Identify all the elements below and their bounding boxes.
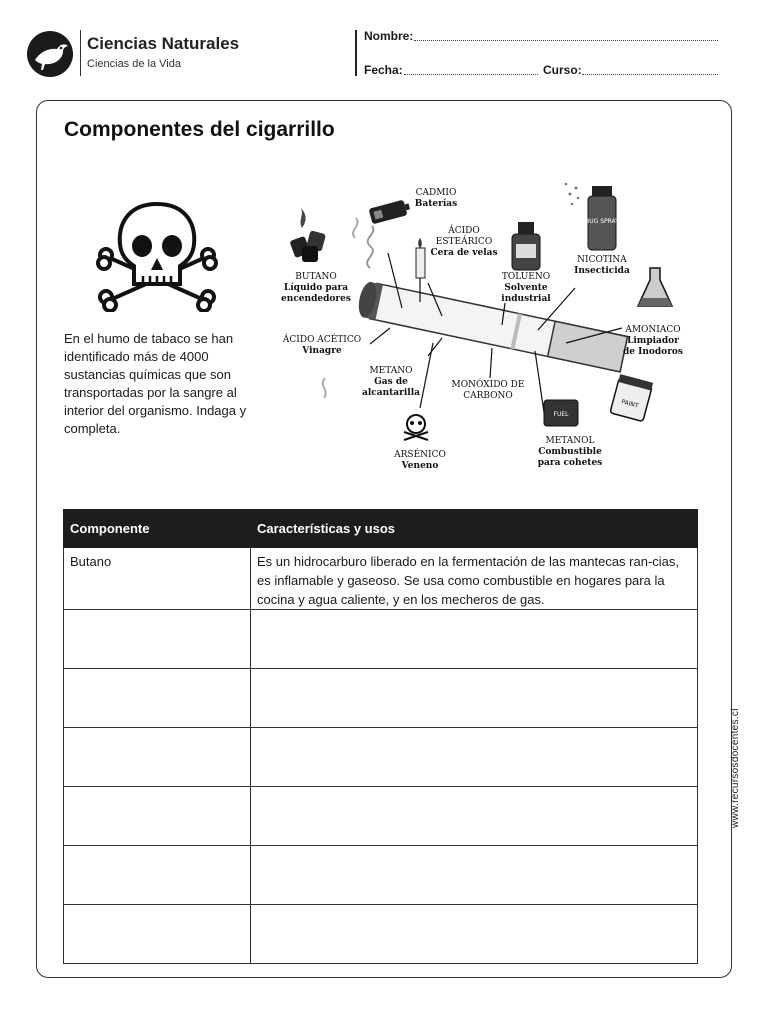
bird-logo-icon <box>26 30 74 78</box>
battery-icon <box>369 199 412 225</box>
table-row <box>64 669 698 728</box>
component-cell[interactable] <box>64 728 251 787</box>
description-cell[interactable] <box>251 728 698 787</box>
component-cell[interactable] <box>64 787 251 846</box>
components-table <box>63 509 698 964</box>
label-nicotina: NICOTINA Insecticida <box>574 255 630 276</box>
description-cell[interactable] <box>251 669 698 728</box>
subject-subtitle: Ciencias de la Vida <box>87 58 181 70</box>
skull-crossbones-icon <box>96 200 218 312</box>
component-cell[interactable] <box>64 846 251 905</box>
label-tolueno: TOLUENO Solvente industrial <box>501 272 551 304</box>
website-credit: www.recursosdocentes.cl <box>730 708 741 828</box>
fuel-label: FUEL <box>553 411 569 418</box>
label-acido-estearico: ÁCIDO ESTEÁRICO Cera de velas <box>430 226 498 258</box>
bug-spray-icon <box>565 183 619 250</box>
curso-label: Curso: <box>543 63 582 77</box>
solvent-bottle-icon <box>512 222 540 270</box>
component-cell[interactable] <box>64 669 251 728</box>
cigarette-diagram <box>280 168 700 478</box>
description-cell: Es un hidrocarburo liberado en la fermentación de las mantecas ran-cias, es inflamable y gaseoso. Se usa como combustible en hogares para la cocina y agua caliente, y en los mecheros de gas. <box>251 548 698 610</box>
header-caracteristicas: Características y usos <box>251 510 698 548</box>
label-amoniaco: AMONIACO Limpiador de Inodoros <box>622 325 684 357</box>
label-butano: BUTANO Líquido para encendedores <box>281 272 351 304</box>
description-cell[interactable] <box>251 610 698 669</box>
fuel-can-icon <box>544 400 578 426</box>
fecha-field[interactable] <box>404 74 538 75</box>
table-row <box>64 610 698 669</box>
description-cell[interactable] <box>251 846 698 905</box>
table-row <box>64 905 698 964</box>
candle-icon <box>416 238 425 278</box>
lighters-icon <box>289 208 326 262</box>
curso-field[interactable] <box>582 74 718 75</box>
component-cell: Butano <box>64 548 251 610</box>
intro-text: En el humo de tabaco se han identificado más de 4000 sustancias químicas que son transportadas por la sangre al interior del organismo. Indaga y completa. <box>64 331 247 436</box>
label-metanol: METANOL Combustible para cohetes <box>537 436 603 468</box>
table-row <box>64 846 698 905</box>
label-cadmio: CADMIO Baterías <box>414 188 458 209</box>
paint-can-icon <box>610 374 653 421</box>
nombre-field[interactable] <box>414 40 718 41</box>
component-cell[interactable] <box>64 905 251 964</box>
table-row <box>64 728 698 787</box>
form-divider <box>355 30 357 76</box>
header-componente: Componente <box>64 510 251 548</box>
nombre-label: Nombre: <box>364 29 414 43</box>
component-cell[interactable] <box>64 610 251 669</box>
header-divider <box>80 30 81 76</box>
description-cell[interactable] <box>251 905 698 964</box>
label-arsenico: ARSÉNICO Veneno <box>394 450 446 471</box>
table-row <box>64 787 698 846</box>
subject-title: Ciencias Naturales <box>87 34 240 53</box>
page-title: Componentes del cigarrillo <box>64 118 335 141</box>
label-metano: METANO Gas de alcantarilla <box>362 366 420 398</box>
spray-label: BUG SPRAY <box>585 218 619 225</box>
table-row <box>64 548 698 610</box>
poison-skull-icon <box>404 415 428 440</box>
paint-label: PAINT <box>620 398 640 410</box>
label-monoxido: MONÓXIDO DE CARBONO <box>451 380 525 401</box>
label-acido-acetico: ÁCIDO ACÉTICO Vinagre <box>282 335 362 356</box>
description-cell[interactable] <box>251 787 698 846</box>
flask-icon <box>638 268 672 306</box>
fecha-label: Fecha: <box>364 63 403 77</box>
